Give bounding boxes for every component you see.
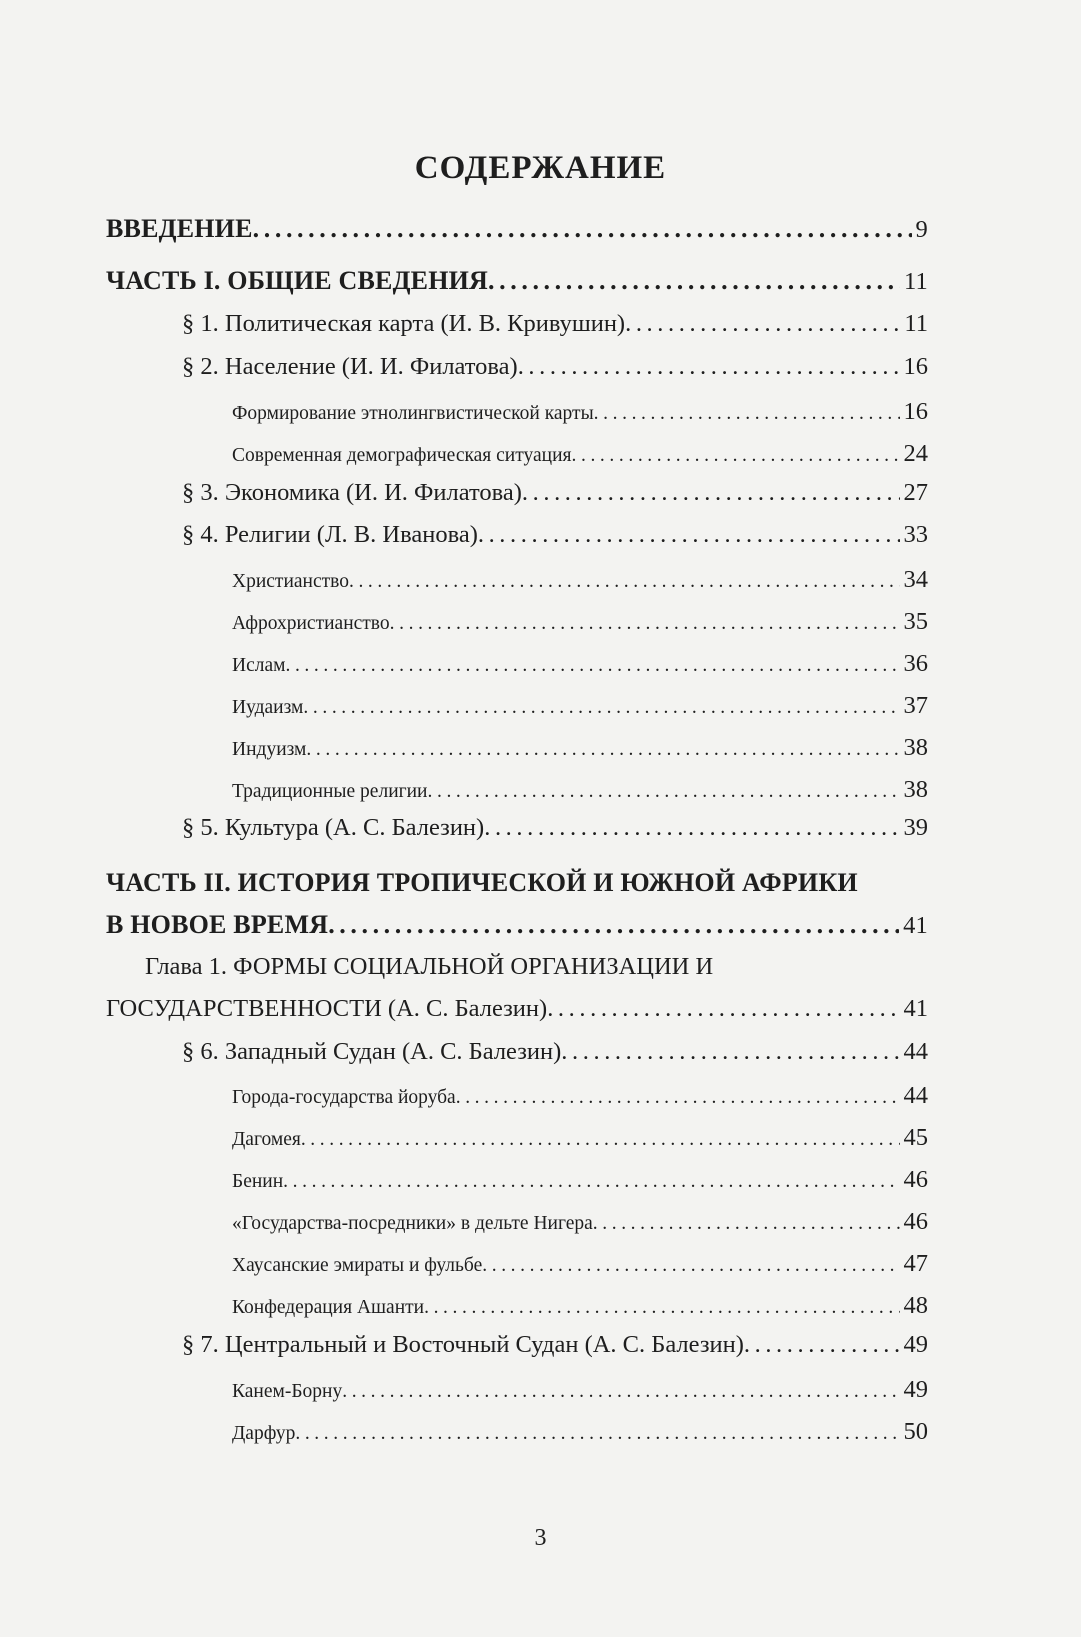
toc-subentry — [232, 566, 928, 594]
part-heading-line: ЧАСТЬ II. ИСТОРИЯ ТРОПИЧЕСКОЙ И ЮЖНОЙ АФРИКИ — [106, 868, 858, 897]
leader-dots — [478, 521, 900, 549]
toc-subentry — [232, 1376, 928, 1404]
toc-subentry — [232, 608, 928, 636]
chapter-heading-line: Глава 1. ФОРМЫ СОЦИАЛЬНОЙ ОРГАНИЗАЦИИ И — [145, 953, 714, 980]
toc-subentry — [232, 1250, 928, 1278]
leader-dots — [283, 1171, 899, 1193]
toc-subentry — [232, 776, 928, 804]
leader-dots — [484, 814, 899, 842]
toc-entry — [106, 214, 928, 244]
toc-subentry — [232, 1082, 928, 1110]
toc-entry-page: 27 — [903, 479, 928, 506]
toc-entry-label: Христианство — [232, 571, 349, 592]
leader-dots — [306, 739, 899, 761]
leader-dots — [428, 781, 900, 803]
toc-entry — [106, 995, 928, 1023]
toc-entry-page: 16 — [903, 353, 928, 380]
toc-subentry — [232, 398, 928, 426]
toc-entry-page: 36 — [903, 650, 928, 677]
toc-entry-page: 37 — [903, 692, 928, 719]
toc-entry-label: § 1. Политическая карта (И. В. Кривушин) — [182, 310, 626, 337]
toc-subentry — [232, 1208, 928, 1236]
toc-subentry — [232, 1292, 928, 1320]
toc-entry-label: § 7. Центральный и Восточный Судан (А. С. Балезин) — [182, 1331, 744, 1358]
toc-entry-label: Формирование этнолингвистической карты — [232, 403, 594, 424]
toc-entry-label: ЧАСТЬ I. ОБЩИЕ СВЕДЕНИЯ — [106, 266, 489, 295]
toc-subentry — [232, 692, 928, 720]
toc-entry-label: Канем-Борну — [232, 1381, 343, 1402]
toc-subentry — [232, 1166, 928, 1194]
toc-subentry — [232, 1418, 928, 1446]
leader-dots — [744, 1331, 900, 1359]
leader-dots — [303, 697, 899, 719]
toc-entry-page: 44 — [903, 1082, 928, 1109]
toc-entry-label: Традиционные религии — [232, 781, 428, 802]
toc-entry — [182, 1038, 928, 1066]
toc-entry-page: 16 — [903, 398, 928, 425]
toc-entry-label: Бенин — [232, 1171, 284, 1192]
leader-dots — [572, 445, 900, 467]
toc-entry-label: ВВЕДЕНИЕ — [106, 214, 253, 243]
toc-entry — [182, 353, 928, 381]
toc-entry — [106, 266, 928, 296]
toc-entry-page: 11 — [904, 268, 928, 295]
toc-entry-label: Афрохристианство — [232, 613, 390, 634]
toc-entry-page: 46 — [903, 1208, 928, 1235]
leader-dots — [253, 214, 912, 244]
leader-dots — [488, 266, 900, 296]
leader-dots — [518, 353, 900, 381]
toc-entry-label: Индуизм — [232, 739, 307, 760]
toc-entry-label: Дагомея — [232, 1129, 301, 1150]
toc-entry — [106, 910, 928, 940]
toc-entry-label: § 2. Население (И. И. Филатова) — [182, 353, 518, 380]
toc-subentry — [232, 440, 928, 468]
leader-dots — [295, 1423, 899, 1445]
toc-entry-label: Современная демографическая ситуация — [232, 445, 572, 466]
leader-dots — [547, 995, 899, 1023]
toc-entry-page: 38 — [903, 776, 928, 803]
leader-dots — [625, 310, 900, 338]
toc-entry — [182, 814, 928, 842]
toc-entry-label: § 5. Культура (А. С. Балезин) — [182, 814, 485, 841]
toc-entry-page: 44 — [903, 1038, 928, 1065]
toc-entry-label: Города-государства йоруба — [232, 1087, 456, 1108]
toc-subentry — [232, 734, 928, 762]
toc-entry — [182, 310, 928, 338]
leader-dots — [522, 479, 900, 507]
toc-entry-page: 48 — [903, 1292, 928, 1319]
toc-entry-label: § 3. Экономика (И. И. Филатова) — [182, 479, 522, 506]
leader-dots — [594, 403, 900, 425]
toc-entry-page: 35 — [903, 608, 928, 635]
leader-dots — [561, 1038, 899, 1066]
leader-dots — [390, 613, 900, 635]
toc-entry-page: 47 — [903, 1250, 928, 1277]
toc-entry — [182, 479, 928, 507]
leader-dots — [342, 1381, 899, 1403]
toc-entry-page: 41 — [903, 995, 928, 1022]
toc-entry-label: § 6. Западный Судан (А. С. Балезин) — [182, 1038, 562, 1065]
toc-entry-page: 49 — [903, 1376, 928, 1403]
toc-subentry — [232, 650, 928, 678]
leader-dots — [285, 655, 899, 677]
toc-entry-page: 46 — [903, 1166, 928, 1193]
leader-dots — [593, 1213, 900, 1235]
toc-entry-label: ГОСУДАРСТВЕННОСТИ (А. С. Балезин) — [106, 995, 548, 1022]
leader-dots — [424, 1297, 899, 1319]
toc-entry-page: 34 — [903, 566, 928, 593]
toc-entry — [182, 1331, 928, 1359]
toc-entry-label: § 4. Религии (Л. В. Иванова) — [182, 521, 478, 548]
leader-dots — [349, 571, 900, 593]
toc-entry-label: Иудаизм — [232, 697, 304, 718]
toc-entry-label: В НОВОЕ ВРЕМЯ — [106, 910, 329, 939]
toc-entry-page: 24 — [903, 440, 928, 467]
leader-dots — [456, 1087, 900, 1109]
leader-dots — [482, 1255, 899, 1277]
toc-entry-page: 33 — [903, 521, 928, 548]
toc-entry-page: 11 — [904, 310, 928, 337]
toc-entry-label: Хаусанские эмираты и фульбе — [232, 1255, 483, 1276]
toc-entry-page: 41 — [903, 912, 928, 939]
contents-title: СОДЕРЖАНИЕ — [414, 150, 667, 186]
toc-entry — [182, 521, 928, 549]
toc-entry-page: 50 — [903, 1418, 928, 1445]
page-number: 3 — [534, 1525, 547, 1551]
toc-entry-page: 9 — [915, 216, 928, 243]
toc-entry-page: 45 — [903, 1124, 928, 1151]
toc-subentry — [232, 1124, 928, 1152]
toc-entry-page: 49 — [903, 1331, 928, 1358]
toc-entry-page: 39 — [903, 814, 928, 841]
toc-entry-label: Дарфур — [232, 1423, 296, 1444]
leader-dots — [328, 910, 899, 940]
toc-entry-label: Конфедерация Ашанти — [232, 1297, 425, 1318]
toc-entry-label: Ислам — [232, 655, 286, 676]
toc-entry-label: «Государства-посредники» в дельте Нигера — [232, 1213, 593, 1234]
leader-dots — [301, 1129, 900, 1151]
toc-entry-page: 38 — [903, 734, 928, 761]
